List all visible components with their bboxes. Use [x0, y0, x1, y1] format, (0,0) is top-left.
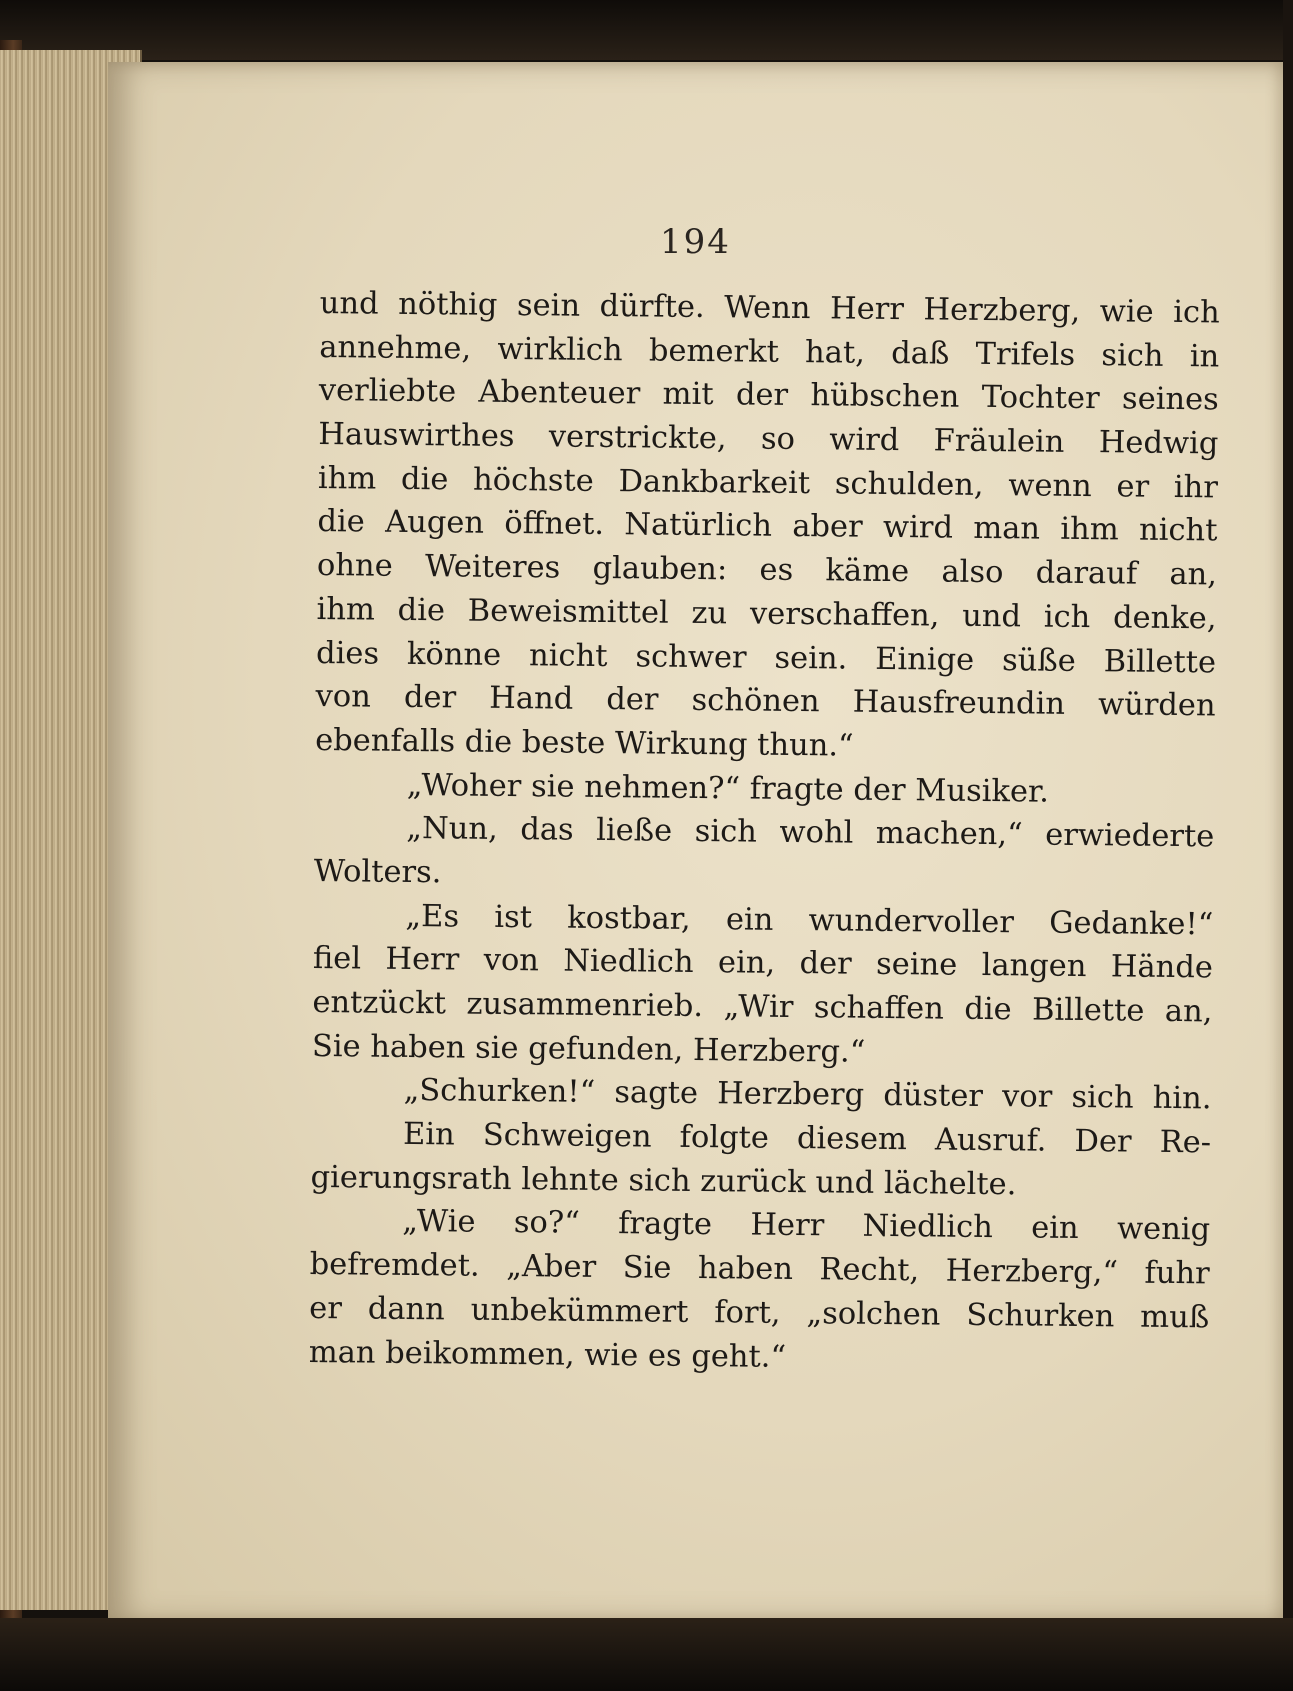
page-number: 194 [660, 222, 731, 262]
text-line: entzückt zusammenrieb. „Wir schaffen die Billette an, [312, 984, 1213, 1030]
background-right [1283, 0, 1293, 1691]
text-line: er dann unbekümmert fort, „solchen Schurken muß [309, 1290, 1210, 1336]
text-line: befremdet. „Aber Sie haben Recht, Herzberg,“ fuhr [309, 1247, 1210, 1292]
text-line: „Woher sie nehmen?“ fragte der Musiker. [406, 767, 1050, 810]
text-line: ihm die höchste Dankbarkeit schulden, wenn er ihr [317, 460, 1219, 506]
text-line: annehme, wirklich bemerkt hat, daß Trifels sich in [319, 329, 1220, 375]
text-line: verliebte Abenteuer mit der hübschen Tochter seines [318, 373, 1219, 418]
background-top [0, 0, 1293, 60]
text-line: „Es ist kostbar, ein wundervoller Gedanke!“ [405, 898, 1214, 943]
text-line: Ein Schweigen folgte diesem Ausruf. Der Re- [402, 1116, 1212, 1161]
text-line: „Schurken!“ sagte Herzberg düster vor sich hin. [403, 1073, 1212, 1117]
book-page [108, 62, 1283, 1622]
text-line: gierungsrath lehnte sich zurück und lächelte. [310, 1159, 1017, 1203]
text-line: ebenfalls die beste Wirkung thun.“ [315, 722, 854, 764]
text-line: fiel Herr von Niedlich ein, der seine langen Hände [312, 941, 1214, 986]
text-line: die Augen öffnet. Natürlich aber wird man ihm nicht [317, 504, 1218, 549]
text-line: „Wie so?“ fragte Herr Niedlich ein wenig [401, 1204, 1211, 1248]
text-line: von der Hand der schönen Hausfreundin würden [315, 679, 1216, 724]
text-line: Sie haben sie gefunden, Herzberg.“ [311, 1028, 866, 1070]
page-text [309, 282, 1220, 1384]
text-line: „Nun, das ließe sich wohl machen,“ erwiederte [406, 811, 1215, 855]
text-line: man beikommen, wie es geht.“ [308, 1334, 787, 1375]
text-line: dies könne nicht schwer sein. Einige süße Billette [315, 635, 1217, 680]
text-line: ihm die Beweismittel zu verschaffen, und ich denke, [316, 591, 1217, 637]
text-line: Wolters. [313, 853, 442, 891]
background-bottom [0, 1618, 1293, 1691]
text-line: Hauswirthes verstrickte, so wird Fräulein Hedwig [318, 417, 1219, 462]
text-line: und nöthig sein dürfte. Wenn Herr Herzberg, wie ich [319, 285, 1220, 331]
text-line: ohne Weiteres glauben: es käme also darauf an, [316, 548, 1218, 593]
